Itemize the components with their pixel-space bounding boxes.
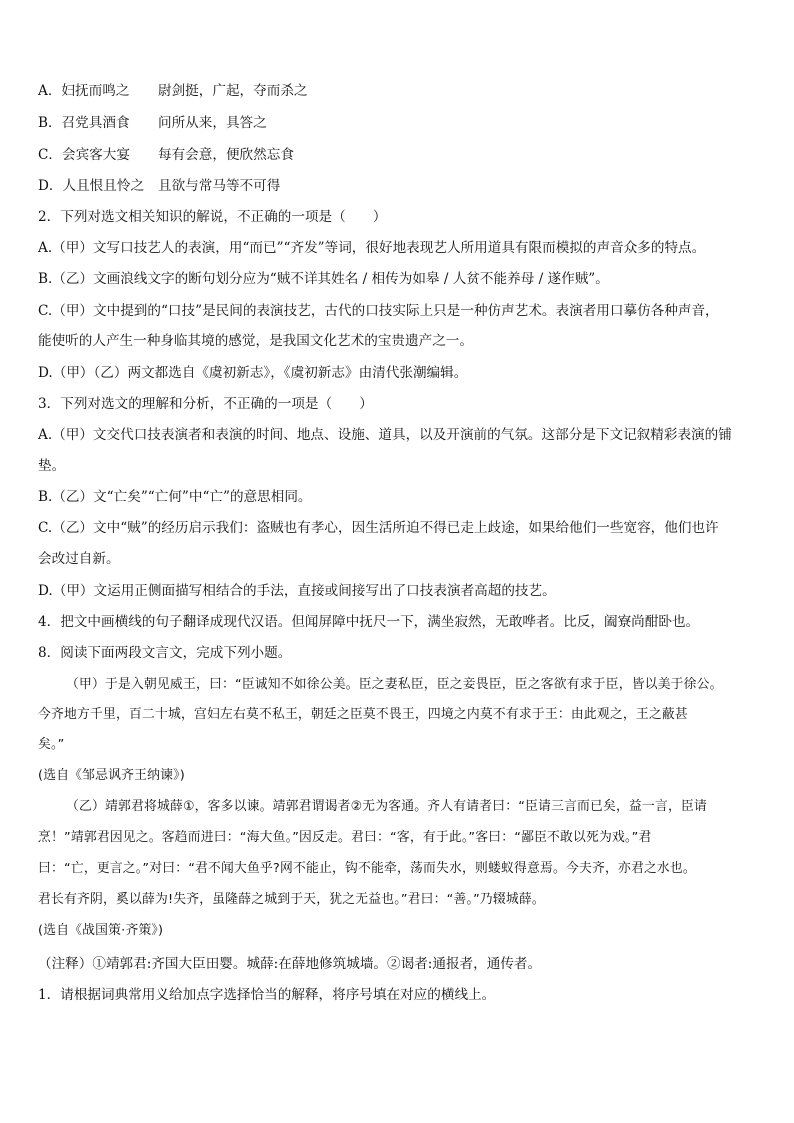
passage-yi-line4: 君长有齐阴，奚以薛为!失齐，虽隆薛之城到于天，犹之无益也。”君曰：“善。”乃辍城薛。 [38,892,545,907]
q3-option-b: B.（乙）文“亡矣”“亡何”中“亡”的意思相同。 [38,489,312,505]
annotation-note: （注释）①靖郭君:齐国大臣田婴。城薛:在薛地修筑城墙。②谒者:通报者，通传者。 [38,956,542,972]
q2-option-b: B.（乙）文画浪线文字的断句划分应为“贼不详其姓名 / 相传为如皋 / 人贫不能养母 / 遂作贼”。 [38,271,609,287]
option-d-right: 且欲与常马等不可得 [158,178,281,194]
q3-option-c-line2: 会改过自新。 [38,551,120,567]
q2-option-a: A.（甲）文写口技艺人的表演，用“而已”“齐发”等词，很好地表现艺人所用道具有限而模拟的声音众多的特点。 [38,240,706,256]
passage-jia-line1: （甲）于是入朝见威王，曰：“臣诚知不如徐公美。臣之妻私臣，臣之妾畏臣，臣之客欲有求于臣，皆以美于徐公。 [66,677,723,692]
q2-option-d: D.（甲）（乙）两文都选自《虞初新志》，《虞初新志》由清代张潮编辑。 [38,365,468,381]
passage-yi-source: (选自《战国策·齐策》) [38,923,164,938]
option-c-right: 每有会意，便欣然忘食 [158,147,294,163]
option-row-a [38,82,760,100]
option-row-b [38,114,760,132]
option-c-left: C．会宾客大宴 [38,147,130,163]
option-b-right: 问所从来，具答之 [158,115,267,131]
passage-yi-line3: 曰：“亡，更言之。”对曰：“君不闻大鱼乎?网不能止，钩不能牵，荡而失水，则蝼蚁得意焉。今夫齐，亦君之水也。 [38,861,696,876]
passage-yi-line1: （乙）靖郭君将城薛①，客多以谏。靖郭君谓谒者②无为客通。齐人有请者曰：“臣请三言而已矣，益一言，臣请 [66,799,708,814]
q4-stem: 4．把文中画横线的句子翻译成现代汉语。但闻屏障中抚尺一下，满坐寂然，无敢哗者。比反，阖寮尚酣卧也。 [38,614,700,630]
passage-jia-source: (选自《邹忌讽齐王纳谏》) [38,768,185,783]
option-a-left: A．妇抚而鸣之 [38,83,130,99]
option-row-d [38,177,760,195]
q2-stem: 2．下列对选文相关知识的解说，不正确的一项是（ ） [38,209,387,225]
q2-option-c-line2: 能使听的人产生一种身临其境的感觉，是我国文化艺术的宝贵遗产之一。 [38,333,473,349]
q3-option-d: D.（甲）文运用正侧面描写相结合的手法，直接或间接写出了口技表演者高超的技艺。 [38,583,556,599]
q3-option-a-line1: A.（甲）文交代口技表演者和表演的时间、地点、设施、道具，以及开演前的气氛。这部分是下文记叙精彩表演的铺 [38,427,732,443]
q2-option-c-line1: C.（甲）文中提到的“口技”是民间的表演技艺，古代的口技实际上只是一种仿声艺术。表演者用口摹仿各种声音， [38,303,719,319]
q8-stem: 8．阅读下面两段文言文，完成下列小题。 [38,645,292,661]
q3-stem: 3．下列对选文的理解和分析，不正确的一项是（ ） [38,396,373,412]
q3-option-a-line2: 垫。 [38,458,66,474]
passage-jia-line2: 今齐地方千里，百二十城，宫妇左右莫不私王，朝廷之臣莫不畏王，四境之内莫不有求于王：由此观之，王之蔽甚 [38,707,688,722]
option-a-right: 尉剑挺，广起，夺而杀之 [158,83,308,99]
subquestion-1: 1．请根据词典常用义给加点字选择恰当的解释，将序号填在对应的横线上。 [38,987,496,1003]
option-b-left: B．召党具酒食 [38,115,130,131]
passage-jia-line3: 矣。” [38,737,65,752]
option-row-c [38,146,760,164]
passage-yi-line2: 烹！”靖郭君因见之。客趋而进曰：“海大鱼。”因反走。君曰：“客，有于此。”客曰：“鄙臣不敢以死为戏。”君 [38,830,652,845]
q3-option-c-line1: C.（乙）文中“贼”的经历启示我们：盗贼也有孝心，因生活所迫不得已走上歧途，如果给他们一些宽容，他们也许 [38,520,719,536]
option-d-left: D．人且恨且怜之 [38,178,145,194]
